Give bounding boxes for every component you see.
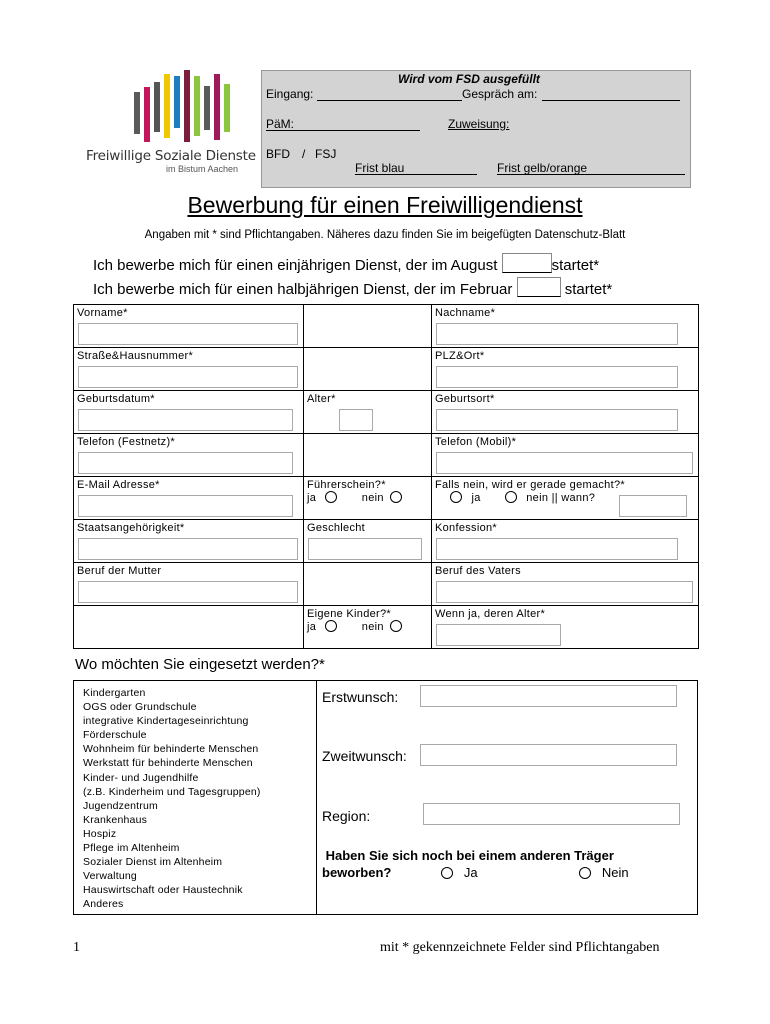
list-item: Verwaltung [83,870,137,883]
list-item: integrative Kindertageseinrichtung [83,715,249,728]
telefon-fest-label: Telefon (Festnetz)* [77,436,176,448]
kinder-alter-label: Wenn ja, deren Alter* [435,608,546,620]
gespraech-line[interactable] [542,100,680,101]
logo-bar [174,76,180,128]
list-item: Förderschule [83,729,147,742]
list-item: Anderes [83,898,124,911]
line-august [93,253,599,274]
telefon-mobil-cell [432,434,699,477]
empty-cell [74,606,304,649]
email-input[interactable] [78,495,293,517]
logo-bar [194,76,200,136]
plz-input[interactable] [436,366,678,388]
fuehrerschein-cell [304,477,432,520]
list-item: OGS oder Grundschule [83,701,197,714]
kinder-cell [304,606,432,649]
geburtsdatum-cell [74,391,304,434]
konfession-input[interactable] [436,538,678,560]
footer-note: mit * gekennzeichnete Felder sind Pflichtangaben [380,940,660,955]
staat-input[interactable] [78,538,298,560]
page-title: Bewerbung für einen Freiwilligendienst [187,192,583,218]
slash-label: / [302,147,306,161]
konfession-cell [432,520,699,563]
line-februar-post: startet* [564,281,613,298]
alter-label: Alter* [307,393,336,405]
gespraech-label: Gespräch am: [462,87,538,101]
logo-bars [134,70,244,142]
paem-line[interactable] [266,130,420,131]
geburtsdatum-label: Geburtsdatum* [77,393,155,405]
list-item: Jugendzentrum [83,799,158,812]
kinder-alter-input[interactable] [436,624,561,646]
question-nein-label: Nein [601,865,629,880]
geburtsort-cell [432,391,699,434]
placement-section-title: Wo möchten Sie eingesetzt werden?* [75,656,325,673]
line-februar-text: Ich bewerbe mich für einen halbjährigen Dienst, der im Februar [93,281,513,298]
question-line1: Haben Sie sich noch bei einem anderen Träger [325,848,614,863]
kinder-nein-label: nein [361,621,384,633]
kinder-nein-radio[interactable] [390,620,402,632]
empty-cell [304,434,432,477]
list-item: Pflege im Altenheim [83,842,180,855]
table-row [74,563,699,606]
falls-nein-nein-radio[interactable] [505,491,517,503]
table-row [74,391,699,434]
page-subtitle: Angaben mit * sind Pflichtangaben. Näheres dazu finden Sie im beigefügten Datenschutz-Blatt [144,229,626,241]
logo-subtitle: im Bistum Aachen [166,164,239,174]
strasse-label: Straße&Hausnummer* [77,350,194,362]
table-row [74,606,699,649]
vorname-input[interactable] [78,323,298,345]
wann-label: nein || wann? [526,492,596,504]
line-august-post: startet* [551,257,600,274]
zweitwunsch-input[interactable] [420,744,677,766]
logo-bar [204,86,210,130]
table-row [74,520,699,563]
logo-bar [214,74,220,140]
telefon-fest-input[interactable] [78,452,293,474]
fuehrerschein-ja-label: ja [307,492,317,504]
paem-label: PäM: [266,117,295,131]
beruf-mutter-input[interactable] [78,581,298,603]
frist-gelb-label: Frist gelb/orange [497,161,588,175]
placement-box [73,680,698,915]
placement-list [83,686,261,912]
nachname-label: Nachname* [435,307,496,319]
strasse-cell [74,348,304,391]
vorname-label: Vorname* [77,307,128,319]
beruf-vater-cell [432,563,699,606]
bfd-label: BFD [266,147,290,161]
line-august-text: Ich bewerbe mich für einen einjährigen Dienst, der im August [93,257,498,274]
email-label: E-Mail Adresse* [77,479,160,491]
placement-divider [316,681,317,914]
logo-bar [164,74,170,138]
beruf-mutter-label: Beruf der Mutter [77,565,162,577]
beruf-mutter-cell [74,563,304,606]
strasse-input[interactable] [78,366,298,388]
plz-cell [432,348,699,391]
august-date-field[interactable] [502,253,552,273]
list-item: (z.B. Kinderheim und Tagesgruppen) [83,785,261,798]
beruf-vater-input[interactable] [436,581,693,603]
alter-cell [304,391,432,434]
table-row [74,305,699,348]
eingang-line[interactable] [317,100,462,101]
geburtsort-input[interactable] [436,409,678,431]
erstwunsch-input[interactable] [420,685,677,707]
staat-cell [74,520,304,563]
fuehrerschein-nein-label: nein [361,492,384,504]
geschlecht-label: Geschlecht [307,522,366,534]
beruf-vater-label: Beruf des Vaters [435,565,521,577]
list-item: Wohnheim für behinderte Menschen [83,743,259,756]
konfession-label: Konfession* [435,522,498,534]
list-item: Hospiz [83,827,117,840]
kinder-ja-radio[interactable] [325,620,337,632]
zweitwunsch-label: Zweitwunsch: [322,748,407,764]
question-ja-label: Ja [463,865,478,880]
list-item: Werkstatt für behinderte Menschen [83,757,253,770]
frist-gelb-line[interactable] [497,174,685,175]
kinder-alter-cell [432,606,699,649]
question-line2: beworben? [322,865,392,880]
staat-label: Staatsangehörigkeit* [77,522,185,534]
vorname-cell [74,305,304,348]
eingang-label: Eingang: [266,87,314,101]
geschlecht-input[interactable] [308,538,422,560]
personal-data-table [73,304,699,649]
logo-bar [184,70,190,142]
question-nein-option [579,865,629,880]
list-item: Kindergarten [83,687,146,699]
frist-blau-label: Frist blau [355,161,405,175]
frist-blau-line[interactable] [355,174,477,175]
logo-title: Freiwillige Soziale Dienste [86,148,256,164]
empty-cell [304,563,432,606]
page-number: 1 [73,940,80,955]
region-input[interactable] [423,803,680,825]
logo-bar [134,92,140,134]
telefon-mobil-input[interactable] [436,452,693,474]
email-cell [74,477,304,520]
question-nein-radio[interactable] [579,867,591,879]
office-heading: Wird vom FSD ausgefüllt [398,72,540,86]
table-row [74,477,699,520]
erstwunsch-label: Erstwunsch: [322,689,399,705]
alter-input[interactable] [339,409,373,431]
region-label: Region: [322,808,371,824]
logo-bar [224,84,230,132]
question-ja-radio[interactable] [441,867,453,879]
geschlecht-cell [304,520,432,563]
nachname-input[interactable] [436,323,678,345]
telefon-mobil-label: Telefon (Mobil)* [435,436,517,448]
nachname-cell [432,305,699,348]
logo-bar [154,82,160,132]
fuehrerschein-nein-radio[interactable] [390,491,402,503]
empty-cell [304,348,432,391]
falls-nein-ja-radio[interactable] [450,491,462,503]
geburtsort-label: Geburtsort* [435,393,495,405]
list-item: Hauswirtschaft oder Haustechnik [83,884,243,897]
empty-cell [304,305,432,348]
fsj-label: FSJ [315,147,337,161]
geburtsdatum-input[interactable] [78,409,293,431]
question-ja-option [441,865,478,880]
falls-nein-label: Falls nein, wird er gerade gemacht?* [435,479,625,491]
falls-nein-ja-label: ja [471,492,481,504]
februar-date-field[interactable] [517,277,561,297]
table-row [74,434,699,477]
fuehrerschein-label: Führerschein?* [307,479,386,491]
wann-input[interactable] [619,495,687,517]
fsd-logo [86,70,256,180]
logo-bar [144,87,150,142]
office-use-box [261,70,691,188]
list-item: Krankenhaus [83,813,148,826]
list-item: Sozialer Dienst im Altenheim [83,856,223,869]
line-februar [93,277,612,298]
table-row [74,348,699,391]
falls-nein-cell [432,477,699,520]
plz-label: PLZ&Ort* [435,350,485,362]
list-item: Kinder- und Jugendhilfe [83,771,199,784]
telefon-fest-cell [74,434,304,477]
kinder-ja-label: ja [307,621,317,633]
fuehrerschein-ja-radio[interactable] [325,491,337,503]
zuweisung-label: Zuweisung: [448,117,510,131]
kinder-label: Eigene Kinder?* [307,608,392,620]
